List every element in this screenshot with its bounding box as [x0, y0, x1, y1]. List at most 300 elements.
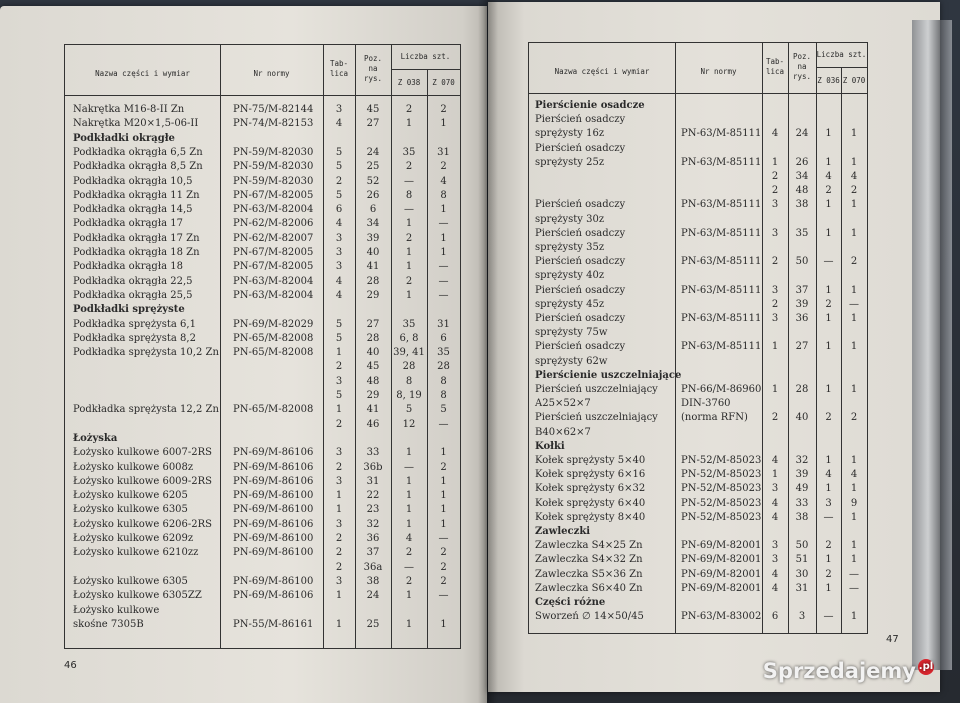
- norm-number: PN-63/M-85111: [681, 199, 762, 211]
- table-row: [529, 269, 867, 282]
- table-row: [65, 103, 460, 116]
- norm-number: PN-69/M-82001: [681, 554, 762, 566]
- section-title: Podkładki sprężyste: [73, 304, 185, 316]
- position-number: 6: [369, 204, 377, 216]
- count-a: 28: [402, 361, 416, 373]
- count-b: —: [438, 533, 449, 544]
- count-a: 2: [825, 540, 832, 552]
- table-number: 5: [335, 318, 343, 330]
- table-number: 2: [771, 412, 779, 424]
- count-b: —: [438, 275, 449, 287]
- plastic-cover-edge: [912, 20, 952, 670]
- table-number: 1: [335, 618, 343, 630]
- count-b: 8: [440, 390, 447, 401]
- count-a: —: [823, 611, 834, 623]
- position-number: 24: [795, 128, 809, 140]
- count-b: 8: [440, 375, 447, 387]
- section-title: Zawleczki: [535, 526, 591, 537]
- position-number: 38: [795, 199, 809, 211]
- table-row: [529, 127, 867, 140]
- part-name: Łożysko kulkowe 6009-2RS: [73, 475, 213, 487]
- part-name: Podkładka sprężysta 10,2 Zn: [73, 347, 219, 359]
- table-number: 4: [771, 128, 779, 140]
- table-row: [529, 468, 867, 481]
- norm-number: PN-63/M-85111: [681, 227, 762, 239]
- table-row: [65, 217, 460, 230]
- part-name: Pierścień osadczy: [535, 256, 626, 268]
- part-name: Łożysko kulkowe 6008z: [73, 461, 194, 473]
- norm-number: PN-69/M-82001: [681, 540, 762, 552]
- position-number: 40: [366, 347, 380, 359]
- part-name: Pierścień osadczy: [535, 313, 626, 324]
- norm-number: PN-52/M-85023: [681, 497, 762, 509]
- table-row: [65, 475, 460, 488]
- table-row: [529, 198, 867, 211]
- part-name: Podkładka okrągła 18 Zn: [73, 247, 200, 258]
- part-name: Zawleczka S6×40 Zn: [535, 582, 643, 594]
- header-z038: Z 038: [397, 78, 421, 87]
- norm-number: PN-67/M-82005: [233, 261, 314, 273]
- part-name: Łożysko kulkowe 6206-2RS: [73, 518, 213, 530]
- position-number: 39: [366, 232, 380, 244]
- part-name: Nakrętka M16-8-II Zn: [73, 104, 185, 115]
- count-b: 35: [437, 347, 450, 359]
- table-number: 4: [335, 289, 343, 301]
- table-number: 3: [771, 313, 779, 324]
- table-row: [529, 383, 867, 396]
- norm-number: PN-59/M-82030: [233, 161, 314, 173]
- position-number: 37: [795, 284, 809, 296]
- table-number: 6: [771, 611, 779, 623]
- table-number: 3: [335, 375, 343, 387]
- position-number: 25: [366, 618, 380, 630]
- position-number: 28: [795, 384, 809, 395]
- table-row: [65, 246, 460, 259]
- table-number: 5: [335, 189, 343, 201]
- count-a: 1: [825, 227, 832, 239]
- norm-number: PN-69/M-86106: [233, 447, 314, 459]
- header-position: Poz. na rys.: [363, 54, 383, 83]
- page-number-right: 47: [886, 634, 899, 645]
- position-number: 38: [366, 575, 380, 587]
- table-row: [65, 532, 460, 545]
- norm-number: PN-75/M-82144: [233, 104, 314, 115]
- count-b: 1: [850, 554, 858, 566]
- norm-number: PN-69/M-82001: [681, 582, 762, 594]
- table-row: [65, 518, 460, 531]
- part-name: Podkładka okrągła 8,5 Zn: [73, 161, 203, 173]
- count-a: 1: [825, 284, 832, 296]
- norm-number: PN-69/M-86100: [233, 547, 314, 559]
- part-name: Podkładka okrągła 6,5 Zn: [73, 146, 203, 158]
- table-row: [529, 539, 867, 552]
- count-a: 1: [825, 384, 832, 395]
- table-number: 3: [335, 247, 343, 258]
- section-title: Pierścienie osadcze: [535, 100, 645, 111]
- count-b: 28: [437, 361, 450, 373]
- count-b: 1: [850, 227, 858, 239]
- table-row: [529, 326, 867, 339]
- count-a: 39, 41: [393, 347, 425, 359]
- position-number: 46: [366, 418, 380, 430]
- table-row: [65, 489, 460, 502]
- count-b: 1: [850, 611, 858, 623]
- norm-number: PN-63/M-85111: [681, 341, 762, 353]
- position-number: 48: [366, 375, 380, 387]
- count-a: 1: [405, 504, 413, 516]
- table-row: [65, 360, 460, 373]
- norm-number: DIN-3760: [681, 398, 731, 410]
- table-row: [529, 497, 867, 510]
- count-b: 2: [850, 256, 858, 268]
- count-a: 1: [825, 341, 832, 353]
- part-name: Podkładka sprężysta 6,1: [73, 318, 196, 330]
- count-b: 1: [850, 540, 858, 552]
- count-a: —: [404, 175, 414, 187]
- book-gutter: [478, 0, 498, 703]
- part-name: Pierścień uszczelniający: [535, 412, 658, 424]
- position-number: 27: [795, 341, 809, 353]
- part-name: Łożysko kulkowe: [73, 604, 160, 616]
- table-row: [65, 175, 460, 188]
- section-heading: [65, 303, 460, 316]
- count-a: 1: [405, 518, 413, 530]
- position-number: 30: [795, 568, 809, 580]
- page-number-left: 46: [64, 660, 77, 671]
- count-a: —: [404, 461, 414, 473]
- part-name: Zawleczka S4×25 Zn: [535, 540, 643, 552]
- position-number: 45: [366, 361, 380, 373]
- part-name: Pierścień osadczy: [535, 114, 626, 126]
- table-number: 2: [771, 298, 779, 310]
- norm-number: PN-63/M-82004: [233, 289, 314, 301]
- table-row: [529, 340, 867, 353]
- position-number: 32: [795, 455, 809, 466]
- table-number: 1: [335, 404, 343, 416]
- table-row: [529, 312, 867, 325]
- table-number: 2: [335, 461, 343, 473]
- table-number: 3: [335, 104, 343, 115]
- section-heading: [529, 596, 867, 609]
- part-name: Pierścień osadczy: [535, 199, 626, 211]
- table-row: [65, 546, 460, 559]
- position-number: 35: [795, 227, 809, 239]
- count-b: 1: [440, 490, 447, 502]
- part-name: sprężysty 30z: [535, 213, 605, 225]
- count-a: 2: [825, 298, 832, 310]
- norm-number: (norma RFN): [681, 412, 748, 424]
- position-number: 40: [795, 412, 809, 424]
- count-a: 1: [405, 261, 413, 273]
- count-b: 5: [440, 404, 447, 416]
- section-title: Części różne: [535, 597, 606, 608]
- position-number: 27: [366, 118, 380, 130]
- part-name: sprężysty 45z: [535, 298, 605, 310]
- header-name-right: Nazwa części i wymiar: [554, 67, 650, 76]
- table-row: [65, 275, 460, 288]
- part-name: sprężysty 35z: [535, 242, 605, 253]
- count-b: 1: [440, 475, 447, 487]
- norm-number: PN-65/M-82008: [233, 404, 314, 416]
- norm-number: PN-52/M-85023: [681, 511, 762, 523]
- header-norm: Nr normy: [253, 69, 290, 78]
- count-a: 2: [825, 568, 832, 580]
- table-number: 2: [771, 256, 779, 268]
- count-a: 2: [405, 104, 413, 115]
- table-number: 6: [335, 204, 343, 216]
- position-number: 36: [366, 533, 380, 544]
- count-b: 1: [850, 511, 858, 523]
- part-name: skośne 7305B: [73, 618, 144, 630]
- position-number: 38: [795, 511, 809, 523]
- table-number: 5: [335, 332, 343, 344]
- count-b: 2: [440, 561, 447, 573]
- norm-number: PN-52/M-85023: [681, 483, 762, 495]
- count-b: 1: [440, 504, 447, 516]
- table-row: [65, 289, 460, 302]
- table-row: [65, 589, 460, 602]
- count-a: —: [404, 561, 414, 573]
- position-number: 40: [366, 247, 380, 258]
- position-number: 41: [366, 404, 380, 416]
- norm-number: PN-69/M-82001: [681, 568, 762, 580]
- table-row: [65, 203, 460, 216]
- position-number: 36a: [363, 561, 383, 573]
- part-name: Pierścień uszczelniający: [535, 384, 658, 395]
- part-name: Podkładka okrągła 22,5: [73, 275, 193, 287]
- table-number: 1: [335, 504, 343, 516]
- part-name: Podkładka sprężysta 8,2: [73, 332, 196, 344]
- count-b: 1: [440, 618, 447, 630]
- table-row: [65, 318, 460, 331]
- table-row: [529, 568, 867, 581]
- position-number: 29: [366, 289, 380, 301]
- part-name: Kołek sprężysty 6×32: [535, 483, 646, 495]
- count-b: 1: [850, 284, 858, 296]
- count-a: 1: [405, 475, 413, 487]
- count-b: 9: [850, 497, 858, 509]
- table-number: 3: [771, 554, 779, 566]
- table-number: 1: [771, 469, 779, 481]
- count-b: 1: [440, 232, 447, 244]
- position-number: 48: [795, 185, 809, 197]
- table-number: 1: [335, 590, 343, 602]
- table-number: 2: [335, 418, 343, 430]
- table-number: 3: [335, 447, 343, 459]
- part-name: Podkładka okrągła 18: [73, 261, 183, 273]
- norm-number: PN-63/M-85111: [681, 284, 762, 296]
- position-number: 24: [366, 146, 380, 158]
- position-number: 34: [366, 218, 380, 230]
- count-b: —: [849, 582, 859, 594]
- part-name: Zawleczka S4×32 Zn: [535, 554, 643, 566]
- count-b: 1: [440, 204, 447, 216]
- count-b: 31: [437, 318, 450, 330]
- table-row: [529, 284, 867, 297]
- table-row: [529, 113, 867, 126]
- section-heading: [529, 440, 867, 453]
- count-a: 1: [825, 313, 832, 324]
- position-number: 36b: [363, 461, 383, 473]
- count-b: —: [438, 261, 449, 273]
- table-row: [65, 332, 460, 345]
- table-row: [65, 189, 460, 202]
- count-a: 1: [825, 582, 832, 594]
- part-name: Podkładka okrągła 11 Zn: [73, 189, 200, 201]
- position-number: 31: [795, 582, 809, 594]
- table-row: [529, 397, 867, 410]
- count-a: 1: [825, 128, 832, 140]
- part-name: Sworzeń ∅ 14×50/45: [535, 611, 644, 623]
- table-row: [65, 604, 460, 617]
- table-row: [65, 375, 460, 388]
- count-b: 8: [440, 189, 447, 201]
- count-a: 5: [405, 404, 413, 416]
- section-title: Łożyska: [73, 432, 118, 444]
- count-a: 1: [825, 455, 832, 466]
- table-row: [65, 418, 460, 431]
- count-b: 1: [850, 199, 858, 211]
- table-row: [529, 454, 867, 467]
- norm-number: PN-52/M-85023: [681, 455, 762, 466]
- count-a: 2: [405, 232, 413, 244]
- table-row: [529, 411, 867, 424]
- count-a: 1: [825, 554, 832, 566]
- count-a: 2: [825, 412, 832, 424]
- watermark-logo: Sprzedajemy .pl: [762, 659, 934, 683]
- table-row: [65, 232, 460, 245]
- count-a: —: [823, 511, 834, 523]
- norm-number: PN-69/M-86100: [233, 533, 314, 544]
- norm-number: PN-63/M-83002: [681, 611, 762, 623]
- part-name: Pierścień osadczy: [535, 341, 626, 353]
- part-name: Kołek sprężysty 6×40: [535, 497, 646, 509]
- position-number: 28: [366, 275, 380, 287]
- left-parts-table: [64, 44, 461, 649]
- norm-number: PN-62/M-82007: [233, 232, 314, 244]
- count-b: 6: [440, 332, 447, 344]
- count-b: 1: [850, 455, 858, 466]
- part-name: Łożysko kulkowe 6209z: [73, 533, 194, 544]
- count-b: —: [438, 218, 449, 230]
- part-name: Łożysko kulkowe 6305ZZ: [73, 590, 202, 602]
- count-a: 2: [405, 161, 413, 173]
- position-number: 28: [366, 332, 380, 344]
- table-number: 5: [335, 146, 343, 158]
- count-a: 1: [405, 247, 413, 258]
- header-z036-right: Z 036: [817, 76, 840, 85]
- header-position-right: Poz. na rys.: [792, 52, 812, 81]
- count-a: 1: [405, 218, 413, 230]
- table-number: 2: [335, 175, 343, 187]
- position-number: 52: [366, 175, 380, 187]
- part-name: Kołek sprężysty 5×40: [535, 455, 646, 466]
- table-row: [65, 389, 460, 402]
- norm-number: PN-69/M-86106: [233, 590, 314, 602]
- table-number: 4: [771, 568, 779, 580]
- count-a: —: [823, 256, 834, 268]
- table-number: 3: [335, 261, 343, 273]
- part-name: sprężysty 75w: [535, 327, 608, 339]
- norm-number: PN-59/M-82030: [233, 146, 314, 158]
- count-a: 2: [825, 185, 832, 197]
- table-number: 3: [771, 199, 779, 211]
- position-number: 50: [795, 256, 809, 268]
- part-name: Pierścień osadczy: [535, 284, 626, 296]
- count-b: 2: [850, 185, 858, 197]
- section-heading: [529, 525, 867, 538]
- count-b: 31: [437, 146, 450, 158]
- count-a: 1: [405, 289, 413, 301]
- part-name: sprężysty 25z: [535, 156, 605, 168]
- count-b: 1: [850, 384, 858, 395]
- norm-number: PN-69/M-86106: [233, 518, 314, 530]
- norm-number: PN-59/M-82030: [233, 175, 314, 187]
- norm-number: PN-69/M-86100: [233, 490, 314, 502]
- count-a: 1: [405, 118, 413, 130]
- section-heading: [65, 132, 460, 145]
- count-a: 8: [405, 375, 413, 387]
- part-name: Pierścień osadczy: [535, 227, 626, 239]
- table-number: 3: [335, 575, 343, 587]
- part-name: sprężysty 16z: [535, 128, 605, 140]
- section-title: Podkładki okrągłe: [73, 132, 175, 144]
- count-b: 2: [440, 104, 447, 115]
- header-count-right: Liczba szt.: [816, 50, 867, 59]
- table-row: [529, 142, 867, 155]
- part-name: Podkładka sprężysta 12,2 Zn: [73, 404, 219, 416]
- table-number: 3: [335, 475, 343, 487]
- table-number: 2: [335, 561, 343, 573]
- count-a: —: [404, 204, 414, 216]
- count-a: 4: [825, 171, 832, 182]
- table-number: 3: [771, 227, 779, 239]
- count-a: 1: [405, 590, 413, 602]
- table-row: [65, 346, 460, 359]
- section-title: Kołki: [535, 440, 565, 452]
- header-table-right: Tab- lica: [765, 57, 785, 76]
- norm-number: PN-63/M-85111: [681, 156, 762, 168]
- position-number: 25: [366, 161, 380, 173]
- count-a: 35: [402, 146, 416, 158]
- position-number: 29: [366, 390, 380, 401]
- table-row: [65, 461, 460, 474]
- part-name: Łożysko kulkowe 6205: [73, 490, 188, 502]
- norm-number: PN-63/M-85111: [681, 313, 762, 324]
- norm-number: PN-67/M-82005: [233, 247, 314, 258]
- table-row: [529, 170, 867, 183]
- table-row: [65, 117, 460, 130]
- position-number: 3: [798, 611, 806, 623]
- count-b: 1: [850, 156, 858, 168]
- norm-number: PN-69/M-86106: [233, 461, 314, 473]
- table-row: [529, 482, 867, 495]
- table-number: 2: [335, 361, 343, 373]
- count-a: 35: [402, 318, 416, 330]
- table-number: 1: [771, 156, 779, 168]
- count-a: 4: [825, 469, 832, 481]
- part-name: sprężysty 62w: [535, 355, 608, 367]
- part-name: Kołek sprężysty 6×16: [535, 469, 646, 481]
- table-number: 4: [771, 511, 779, 523]
- header-table: Tab- lica: [329, 59, 349, 78]
- table-row: [529, 213, 867, 226]
- table-row: [65, 446, 460, 459]
- position-number: 33: [366, 447, 380, 459]
- position-number: 27: [366, 318, 380, 330]
- table-number: 3: [771, 540, 779, 552]
- part-name: Podkładka okrągła 14,5: [73, 204, 193, 216]
